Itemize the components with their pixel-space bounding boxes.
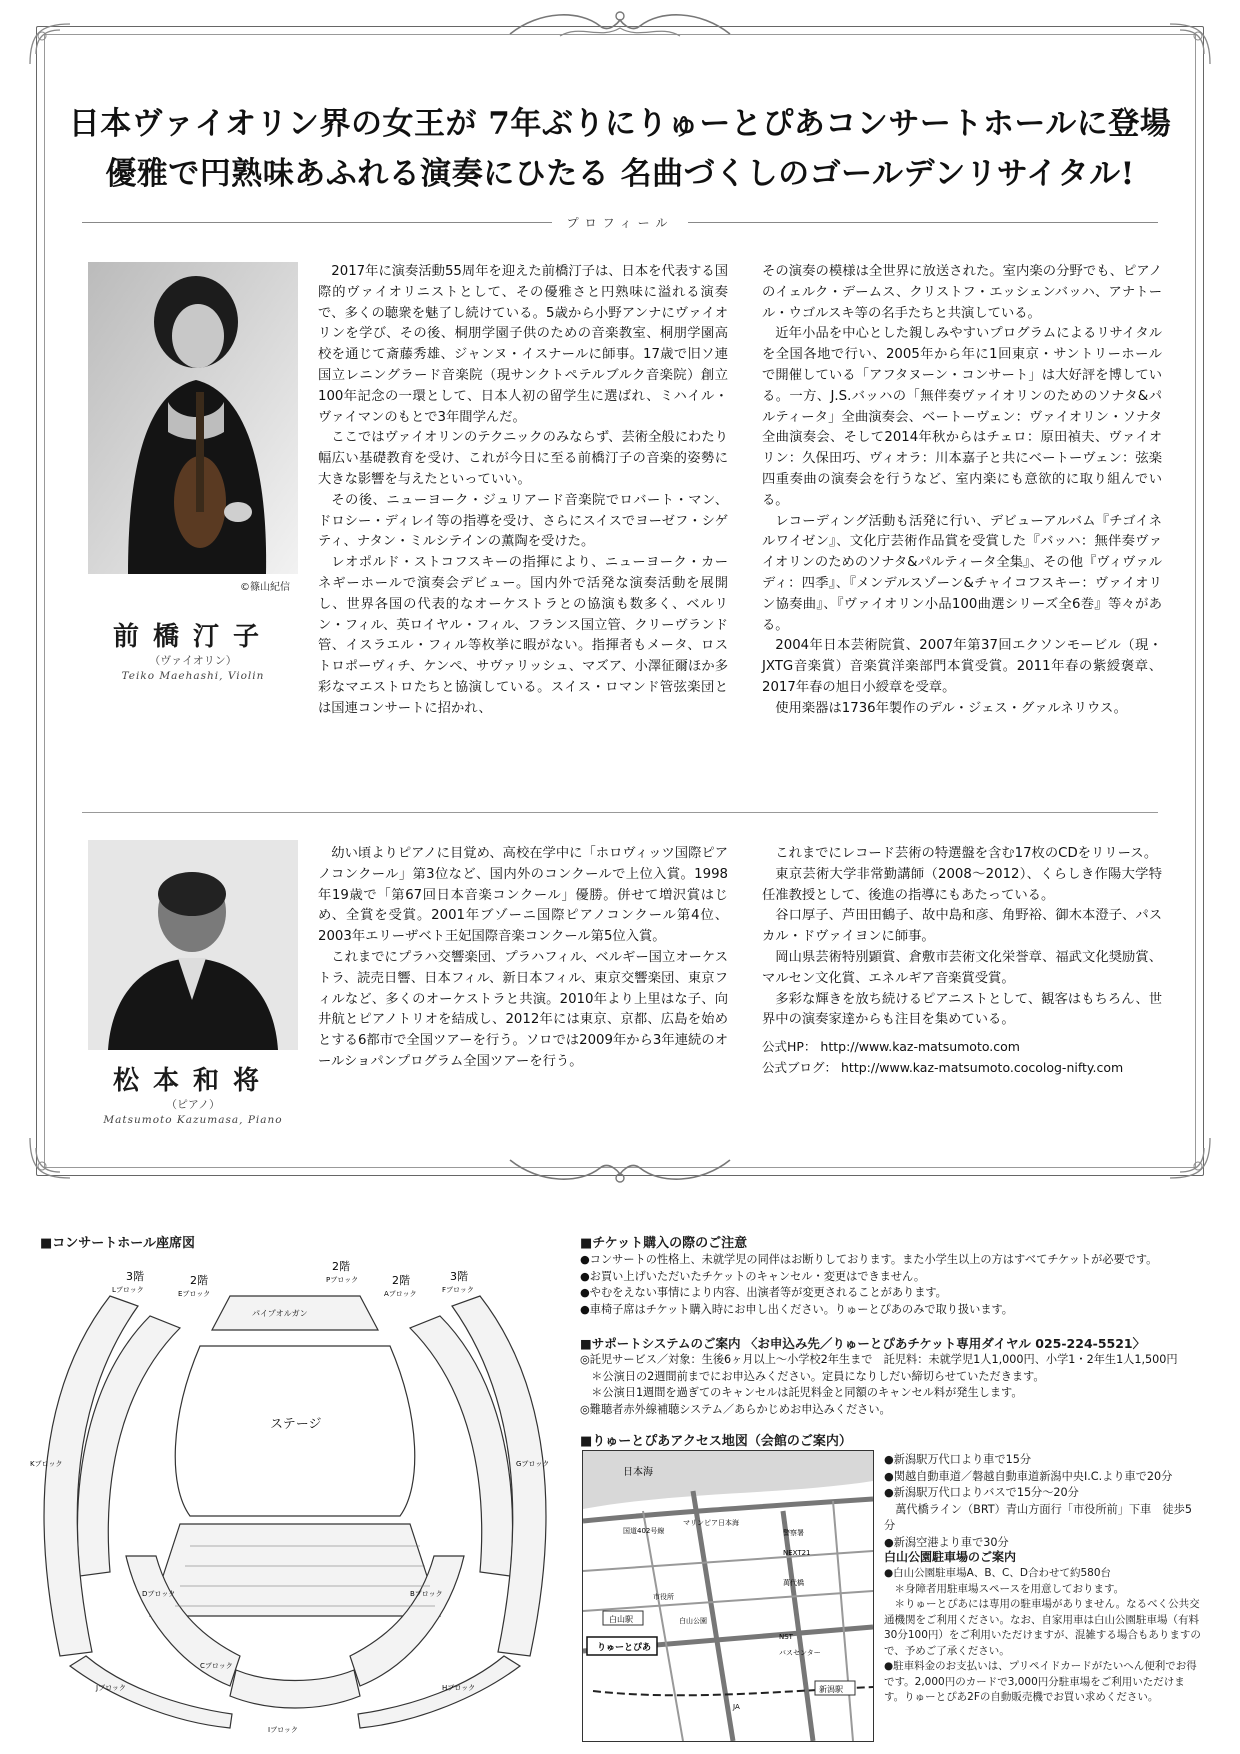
support-item: ＊公演日1週間を過ぎてのキャンセルは託児料金と同額のキャンセル料が発生します。 xyxy=(580,1386,1023,1399)
violinist-bio-col2 xyxy=(762,262,1162,720)
bio-paragraph: これまでにレコード芸術の特選盤を含む17枚のCDをリリース。 xyxy=(775,846,1158,861)
floor-label: 2階 xyxy=(190,1274,208,1287)
violinist-name-en: Teiko Maehashi, Violin xyxy=(121,670,265,682)
bio-paragraph: 幼い頃よりピアノに目覚め、高校在学中に「ホロヴィッツ国際ピアノコンクール」第3位など、国内外のコンクールで上位入賞。1998年19歳で「第67回日本音楽コンクール」優勝。併せて増沢賞はじめ、全賞を受賞。2001年ブゾーニ国際ピアノコンクール第4位、2003年エリーザベト王妃国際音楽コンクール第5位入賞。 xyxy=(318,846,728,945)
official-blog-link[interactable]: http://www.kaz-matsumoto.cocolog-nifty.com xyxy=(841,1059,1124,1075)
corner-ornament-icon xyxy=(1160,14,1220,74)
ticket-note-item: ●コンサートの性格上、未就学児の同伴はお断りしております。また小学生以上の方はすべてチケットが必要です。 xyxy=(580,1253,1158,1266)
headline-line-1: 日本ヴァイオリン界の女王が 7年ぶりにりゅーとぴあコンサートホールに登場 xyxy=(68,106,1172,142)
bio-paragraph: 谷口厚子、芦田田鶴子、故中島和彦、角野裕、御木本澄子、パスカル・ドヴァイヨンに師事。 xyxy=(762,908,1162,945)
headline-line-2: 優雅で円熟味あふれる演奏にひたる 名曲づくしのゴールデンリサイタル! xyxy=(105,156,1135,192)
access-map-title: ■りゅーとぴあアクセス地図（会館のご案内） xyxy=(580,1434,852,1449)
profile-section-label: プロフィール xyxy=(566,216,674,230)
block-label: Gブロック xyxy=(516,1460,550,1468)
bio-paragraph: 使用楽器は1736年製作のデル・ジェス・グァルネリウス。 xyxy=(775,700,1127,716)
block-label: Hブロック xyxy=(442,1684,476,1692)
parking-item: ●駐車料金のお支払いは、プリペイドカードがたいへん便利でお得です。2,000円のカードで3,000円分駐車場をご利用いただけます。りゅーとぴあ2Fの自動販売機でお買い求めください。 xyxy=(884,1660,1197,1703)
section-divider xyxy=(82,812,1158,813)
bio-paragraph: その後、ニューヨーク・ジュリアード音楽院でロバート・マン、ドロシー・ディレイ等の指導を受け、さらにスイスでヨーゼフ・シゲティ、ナタン・ミルシテインの薫陶を受けた。 xyxy=(318,492,728,550)
floor-label: 3階 xyxy=(450,1270,468,1283)
violinist-name-jp: 前橋汀子 xyxy=(112,622,273,652)
route-item: ●新潟駅万代口より車で15分 xyxy=(884,1453,1032,1466)
sea-label: 日本海 xyxy=(623,1467,653,1478)
route-item: ●新潟駅万代口よりバスで15分〜20分 xyxy=(884,1486,1079,1499)
seating-chart-title: ■コンサートホール座席図 xyxy=(40,1236,196,1251)
parking-item: ●白山公園駐車場A、B、C、D合わせて約580台 xyxy=(884,1567,1112,1579)
bio-paragraph: 2017年に演奏活動55周年を迎えた前橋汀子は、日本を代表する国際的ヴァイオリニストとして、その優雅さと円熟味に溢れる演奏で、多くの聴衆を魅了し続けている。5歳から小野アンナにヴァイオリンを学び、その後、桐朋学園子供のための音楽教室、桐朋学園高校を通じて斎藤秀雄、ジャンヌ・イスナールに師事。17歳で旧ソ連国立レニングラード音楽院（現サンクトペテルブルク音楽院）創立100年記念の一環として、日本人初の留学生に選ばれ、ミハイル・ヴァイマンのもとで3年間学んだ。 xyxy=(318,264,728,425)
support-item: ＊公演日の2週間前までにお申込みください。定員になりしだい締切らせていただきます。 xyxy=(580,1369,1045,1383)
block-label: Aブロック xyxy=(384,1290,417,1298)
block-label: Dブロック xyxy=(142,1590,176,1598)
top-ornament-icon xyxy=(500,6,740,46)
place-label: NEXT21 xyxy=(783,1549,811,1557)
route-item: ●新潟空港より車で30分 xyxy=(884,1535,1009,1549)
pianist-name-jp: 松本和将 xyxy=(112,1066,273,1096)
pianist-bio-col1 xyxy=(318,844,728,1073)
block-label: Bブロック xyxy=(410,1590,443,1598)
floor-label: 3階 xyxy=(126,1270,144,1283)
place-label: 白山公園 xyxy=(679,1617,707,1625)
access-routes xyxy=(884,1452,1202,1551)
ticket-note-item: ●やむをえない事情により内容、出演者等が変更されることがあります。 xyxy=(580,1286,947,1299)
violinist-photo xyxy=(88,262,298,574)
violinist-instrument: （ヴァイオリン） xyxy=(149,654,237,667)
bio-paragraph: ここではヴァイオリンのテクニックのみならず、芸術全般にわたり幅広い基礎教育を受け、これが今日に至る前橋汀子の音楽的姿勢に大きな影響を与えたといっていい。 xyxy=(318,430,728,487)
official-hp-link[interactable]: http://www.kaz-matsumoto.com xyxy=(820,1039,1020,1055)
block-label: Iブロック xyxy=(268,1726,298,1734)
venue-label: りゅーとぴあ xyxy=(597,1643,652,1653)
ticket-note-item: ●車椅子席はチケット購入時にお申し出ください。りゅーとぴあのみで取り扱います。 xyxy=(580,1302,1013,1316)
pianist-photo xyxy=(88,840,298,1050)
road-label: 国道402号線 xyxy=(623,1527,665,1535)
seat-block-C xyxy=(230,1670,360,1708)
bio-paragraph: 岡山県芸術特別顕賞、倉敷市芸術文化栄誉章、福武文化奨励賞、マルセン文化賞、エネルギア音楽賞受賞。 xyxy=(762,949,1162,986)
parking-title: 白山公園駐車場のご案内 xyxy=(884,1550,1017,1564)
photo-credit: ©篠山紀信 xyxy=(240,582,290,593)
bio-paragraph: その演奏の模様は全世界に放送された。室内楽の分野でも、ピアノのイェルク・デームス、クリストフ・エッシェンバッハ、アナトール・ウゴルスキ等の名手たちと共演している。 xyxy=(762,264,1162,321)
station-label: 新潟駅 xyxy=(819,1685,843,1694)
bio-paragraph: これまでにプラハ交響楽団、プラハフィル、ベルギー国立オーケストラ、読売日響、日本フィル、新日本フィル、東京交響楽団、東京フィルなど、多くのオーケストラと共演。2010年より上里はな子、向井航とピアノトリオを結成し、2012年には東京、京都、広島を始めとする6都市で全国ツアーを行う。ソロでは2009年から3年連続のオールショパンプログラム全国ツアーを行う。 xyxy=(318,949,728,1069)
parking-item: ＊身障者用駐車場スペースを用意しております。 xyxy=(884,1582,1125,1595)
bio-paragraph: 東京芸術大学非常勤講師（2008〜2012）、くらしき作陽大学特任准教授として、後進の指導にもあたっている。 xyxy=(762,866,1162,903)
place-label: NST xyxy=(779,1633,793,1641)
official-blog-label: 公式ブログ： xyxy=(762,1059,838,1075)
block-label: Cブロック xyxy=(200,1662,233,1670)
support-item: ◎託児サービス／対象：生後6ヶ月以上〜小学校2年生まで 託児料：未就学児1人1,000円、小学1・2年生1人1,500円 xyxy=(580,1353,1178,1366)
place-label: マリンピア日本海 xyxy=(683,1519,739,1527)
block-label: Jブロック xyxy=(96,1684,126,1692)
section-rule-right xyxy=(688,222,1158,223)
ticket-notes-list xyxy=(580,1252,1200,1318)
place-label: 市役所 xyxy=(653,1593,674,1601)
ticket-note-item: ●お買い上げいただいたチケットのキャンセル・変更はできません。 xyxy=(580,1269,926,1283)
block-label: Lブロック xyxy=(112,1286,144,1294)
floor-label: 2階 xyxy=(392,1274,410,1287)
station-label: 白山駅 xyxy=(609,1615,633,1624)
place-label: バスセンター xyxy=(779,1649,821,1657)
parking-list xyxy=(884,1566,1202,1706)
bottom-ornament-icon xyxy=(500,1148,740,1188)
organ-label: パイプオルガン xyxy=(252,1309,308,1318)
bio-paragraph: 近年小品を中心とした親しみやすいプログラムによるリサイタルを全国各地で行い、2005年から年に1回東京・サントリーホールで開催している「アフタヌーン・コンサート」は大好評を博している。一方、J.S.バッハの「無伴奏ヴァイオリンのためのソナタ&パルティータ」全曲演奏会、ベートーヴェン：ヴァイオリン・ソナタ全曲演奏会、そして2014年秋からはチェロ：原田禎夫、ヴァイオリン：久保田巧、ヴィオラ：川本嘉子と共にベートーヴェン：弦楽四重奏曲の演奏会を行うなど、室内楽にも意欲的に取り組んでいる。 xyxy=(762,326,1162,508)
corner-ornament-icon xyxy=(20,14,80,74)
official-hp-line xyxy=(762,1037,1162,1058)
support-item: ◎難聴者赤外線補聴システム／あらかじめお申込みください。 xyxy=(580,1402,891,1416)
corner-ornament-icon xyxy=(1160,1128,1220,1188)
bio-paragraph: レコーディング活動も活発に行い、デビューアルバム『チゴイネルワイゼン』、文化庁芸術作品賞を受賞した『バッハ：無伴奏ヴァイオリンのためのソナタ&パルティータ全集』、その他『ヴィヴァルディ：四季』、『メンデルスゾーン&チャイコフスキー：ヴァイオリン協奏曲』、『ヴァイオリン小品100曲選シリーズ全6巻』等々がある。 xyxy=(762,513,1162,633)
place-label: 萬代橋 xyxy=(783,1579,804,1587)
block-label: Fブロック xyxy=(442,1286,474,1294)
ticket-notes-title: ■チケット購入の際のご注意 xyxy=(580,1236,748,1251)
support-title: ■サポートシステムのご案内 〈お申込み先／りゅーとぴあチケット専用ダイヤル 025-224-5521〉 xyxy=(580,1336,1146,1351)
pianist-name-en: Matsumoto Kazumasa, Piano xyxy=(103,1114,283,1126)
bio-paragraph: レオポルド・ストコフスキーの指揮により、ニューヨーク・カーネギーホールで演奏会デビュー。国内外で活発な演奏活動を展開し、世界各国の代表的なオーケストラとの協演も数多く、ベルリン・フィル、英ロイヤル・フィル、フランス国立管、クリーヴランド管、イスラエル・フィル等枚挙に暇がない。指揮者もメータ、ロストロポーヴィチ、ケンペ、サヴァリッシュ、マズア、小澤征爾ほか多彩なマエストロたちと協演している。スイス・ロマンド管弦楽団とは国連コンサートに招かれ、 xyxy=(318,555,728,716)
seating-chart-map xyxy=(30,1256,560,1736)
seat-block-center xyxy=(150,1524,440,1616)
parking-item: ＊りゅーとぴあには専用の駐車場がありません。なるべく公共交通機関をご利用ください。なお、自家用車は白山公園駐車場（有料30分100円）をご利用いただけますが、混雑する場合もありますので、予めご了承ください。 xyxy=(884,1598,1201,1657)
pianist-instrument: （ピアノ） xyxy=(165,1098,221,1111)
block-label: Kブロック xyxy=(30,1460,63,1468)
block-label: Pブロック xyxy=(326,1276,359,1284)
place-label: 警察署 xyxy=(783,1529,804,1537)
place-label: JA xyxy=(733,1703,740,1711)
stage-label: ステージ xyxy=(270,1417,322,1432)
floor-label: 2階 xyxy=(332,1260,350,1273)
official-blog-line xyxy=(762,1058,1162,1079)
access-map xyxy=(582,1450,874,1742)
support-list xyxy=(580,1352,1200,1418)
pianist-bio-col2 xyxy=(762,844,1162,1079)
route-item: ●関越自動車道／磐越自動車道新潟中央I.C.より車で20分 xyxy=(884,1469,1173,1483)
violinist-bio-col1 xyxy=(318,262,728,720)
block-label: Eブロック xyxy=(178,1290,211,1298)
official-hp-label: 公式HP： xyxy=(762,1039,817,1055)
corner-ornament-icon xyxy=(20,1128,80,1188)
route-item: 萬代橋ライン（BRT）青山方面行「市役所前」下車 徒歩5分 xyxy=(884,1502,1192,1532)
bio-paragraph: 多彩な輝きを放ち続けるピアニストとして、観客はもちろん、世界中の演奏家達からも注目を集めている。 xyxy=(762,991,1162,1028)
bio-paragraph: 2004年日本芸術院賞、2007年第37回エクソンモービル（現・JXTG音楽賞）音楽賞洋楽部門本賞受賞。2011年春の紫綬褒章、2017年春の旭日小綬章を受章。 xyxy=(762,638,1162,695)
